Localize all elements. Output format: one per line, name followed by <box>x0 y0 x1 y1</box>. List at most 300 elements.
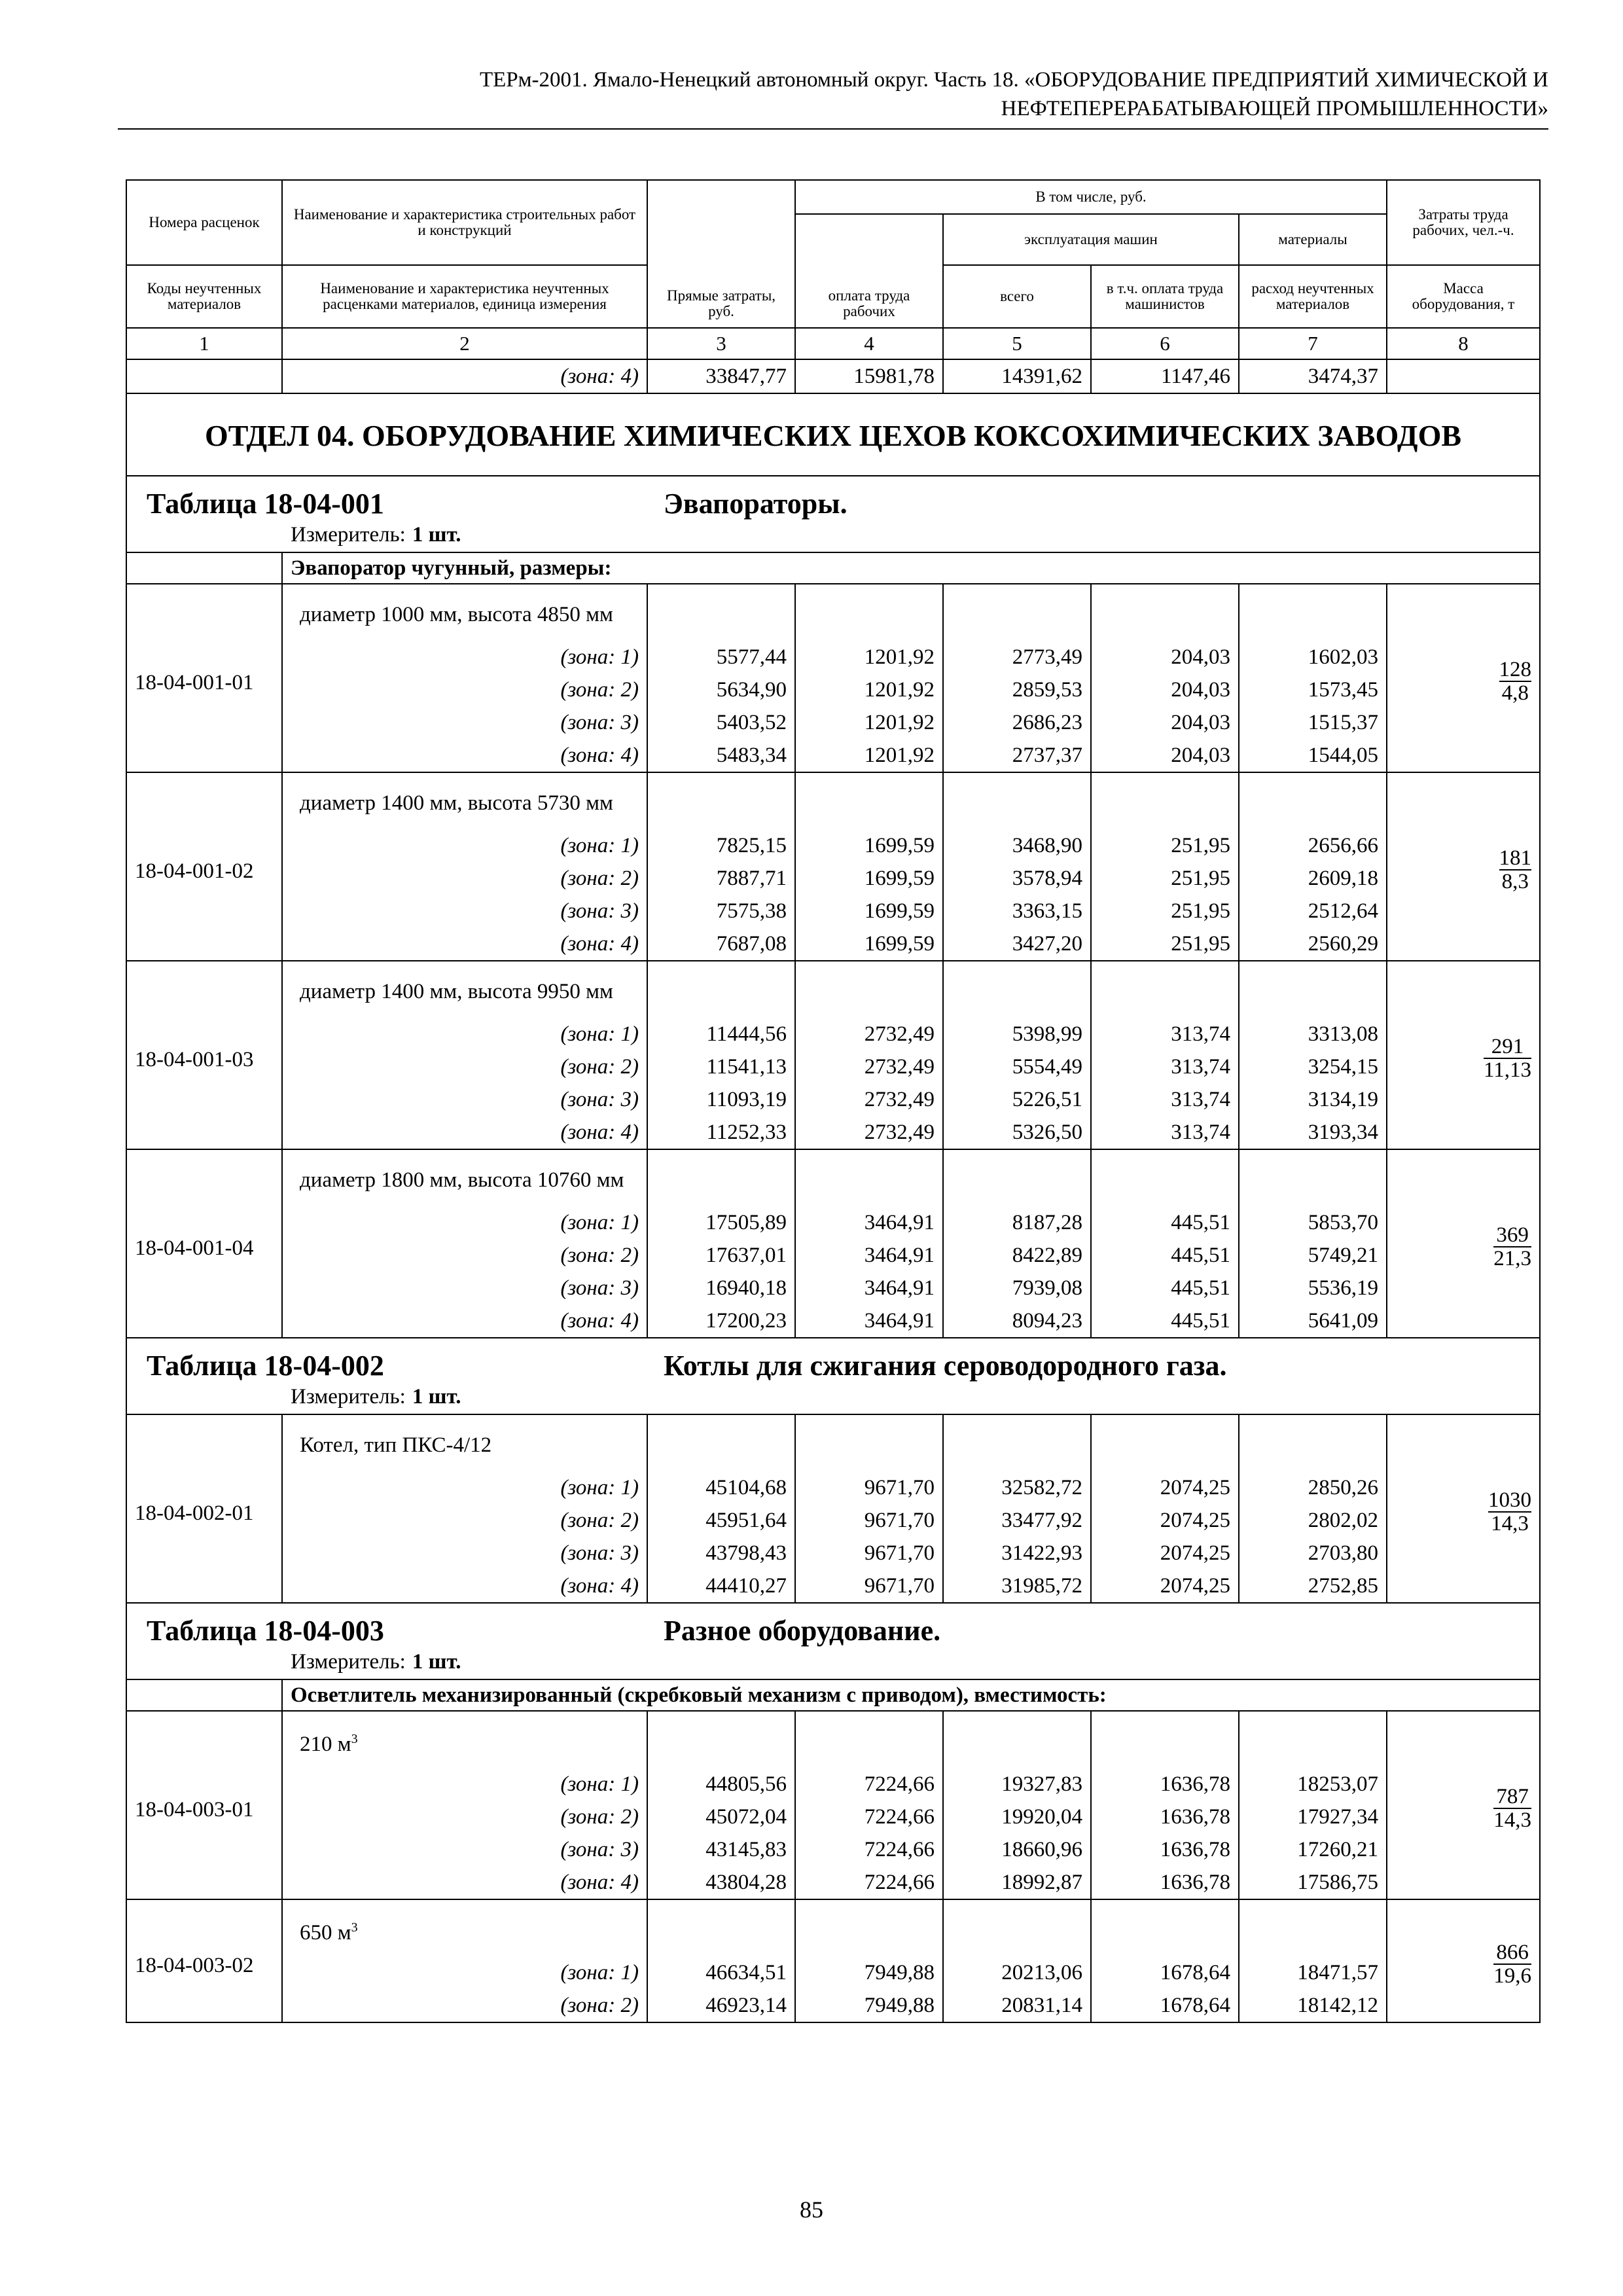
cell-machinist-wages: 445,51 <box>1091 1304 1239 1338</box>
zone-row <box>126 1018 1540 1050</box>
cell-materials: 2560,29 <box>1239 927 1387 961</box>
zone-row <box>126 1956 1540 1989</box>
empty-cell <box>1239 1899 1387 1956</box>
cell-direct: 45104,68 <box>647 1471 795 1504</box>
col-mat-codes: Коды неучтенных материалов <box>126 265 282 328</box>
cell-wages: 9671,70 <box>795 1504 943 1537</box>
cell-direct: 44805,56 <box>647 1768 795 1801</box>
cell-materials: 18253,07 <box>1239 1768 1387 1801</box>
empty-cell <box>1091 1711 1239 1768</box>
carry-row <box>126 359 1540 393</box>
cell-direct: 17505,89 <box>647 1206 795 1239</box>
cell-wages: 9671,70 <box>795 1471 943 1504</box>
cell-direct: 5403,52 <box>647 706 795 739</box>
labor-mass-fraction <box>1493 1224 1531 1270</box>
zone-row <box>126 829 1540 862</box>
equipment-mass: 21,3 <box>1493 1247 1532 1270</box>
empty-cell <box>795 1414 943 1471</box>
labor-mass <box>1387 1899 1540 2022</box>
cell-machine-total: 19327,83 <box>943 1768 1091 1801</box>
cell-materials: 3254,15 <box>1239 1050 1387 1083</box>
cell-wages: 1699,59 <box>795 895 943 927</box>
table-id: Таблица 18-04-002 <box>147 1350 384 1382</box>
labor-hours: 369 <box>1493 1224 1531 1247</box>
group-code-cell <box>126 1679 282 1711</box>
cell-machine-total: 32582,72 <box>943 1471 1091 1504</box>
cell-machine-total: 3468,90 <box>943 829 1091 862</box>
col-total: всего <box>943 265 1091 328</box>
cell-machinist-wages: 204,03 <box>1091 641 1239 673</box>
zone-row <box>126 1304 1540 1338</box>
cell-wages: 1201,92 <box>795 739 943 772</box>
rate-description <box>282 1414 647 1471</box>
cell-machinist-wages: 313,74 <box>1091 1018 1239 1050</box>
table-title: Котлы для сжигания сероводородного газа. <box>664 1350 1227 1382</box>
cell-machinist-wages: 1678,64 <box>1091 1956 1239 1989</box>
cell-machine-total: 2773,49 <box>943 641 1091 673</box>
column-numbers-row <box>126 328 1540 359</box>
empty-cell <box>1239 772 1387 829</box>
labor-mass-fraction <box>1499 658 1532 704</box>
cell-machine-total: 5554,49 <box>943 1050 1091 1083</box>
rate-code: 18-04-003-02 <box>126 1899 282 2022</box>
cell-materials: 1515,37 <box>1239 706 1387 739</box>
empty-cell <box>647 1149 795 1206</box>
cell-machine-total: 18660,96 <box>943 1833 1091 1866</box>
cell-machinist-wages: 445,51 <box>1091 1206 1239 1239</box>
cell-materials: 5641,09 <box>1239 1304 1387 1338</box>
empty-cell <box>647 1414 795 1471</box>
zone-row <box>126 1537 1540 1570</box>
cell-wages: 1201,92 <box>795 673 943 706</box>
col-incl: В том числе, руб. <box>795 180 1387 214</box>
empty-cell <box>943 1149 1091 1206</box>
cell-machinist-wages: 2074,25 <box>1091 1471 1239 1504</box>
zone-label: (зона: 4) <box>282 927 647 961</box>
rate-code: 18-04-003-01 <box>126 1711 282 1899</box>
equipment-mass: 19,6 <box>1493 1964 1532 1988</box>
col-num: 2 <box>282 328 647 359</box>
empty-cell <box>647 584 795 641</box>
rate-code: 18-04-001-02 <box>126 772 282 961</box>
cell-direct: 5577,44 <box>647 641 795 673</box>
cell-direct: 11541,13 <box>647 1050 795 1083</box>
unit-value: 1 шт. <box>412 1649 461 1674</box>
rate-description <box>282 772 647 829</box>
table-heading <box>126 1338 1540 1382</box>
zone-row <box>126 673 1540 706</box>
cell-materials: 3193,34 <box>1239 1116 1387 1149</box>
rate-description-text: диаметр 1400 мм, высота 5730 мм <box>300 791 613 815</box>
rates-table <box>126 179 1541 2023</box>
rate-description-text: диаметр 1800 мм, высота 10760 мм <box>300 1168 624 1192</box>
cell-machine-total: 5326,50 <box>943 1116 1091 1149</box>
cell-machinist-wages: 1636,78 <box>1091 1833 1239 1866</box>
cell-wages: 1201,92 <box>795 706 943 739</box>
cell-direct: 46923,14 <box>647 1989 795 2022</box>
cell-materials: 1573,45 <box>1239 673 1387 706</box>
labor-mass-fraction <box>1499 847 1532 893</box>
empty-cell <box>1239 584 1387 641</box>
zone-label: (зона: 4) <box>282 1570 647 1603</box>
cell-wages: 3464,91 <box>795 1206 943 1239</box>
cell-machinist-wages: 1636,78 <box>1091 1866 1239 1899</box>
equipment-mass: 4,8 <box>1501 681 1529 705</box>
equipment-mass: 11,13 <box>1483 1058 1532 1082</box>
labor-mass-fraction <box>1488 1489 1531 1535</box>
rate-item-row <box>126 1899 1540 1956</box>
col-machine: эксплуатация машин <box>943 214 1239 265</box>
cell-wages: 7224,66 <box>795 1768 943 1801</box>
cell-machine-total: 7939,08 <box>943 1272 1091 1304</box>
cell-direct: 7575,38 <box>647 895 795 927</box>
running-header <box>118 65 1548 130</box>
empty-cell <box>795 1899 943 1956</box>
rate-description <box>282 1899 647 1956</box>
rate-code: 18-04-001-01 <box>126 584 282 772</box>
table-heading <box>126 476 1540 520</box>
rate-description <box>282 584 647 641</box>
cell-wages: 3464,91 <box>795 1239 943 1272</box>
zone-label: (зона: 2) <box>282 1989 647 2022</box>
empty-cell <box>1091 961 1239 1018</box>
empty-cell <box>795 1711 943 1768</box>
cell-machine-total: 19920,04 <box>943 1801 1091 1833</box>
zone-row <box>126 1768 1540 1801</box>
equipment-mass: 14,3 <box>1493 1808 1532 1832</box>
empty-cell <box>795 1149 943 1206</box>
rate-description-text: 210 м <box>300 1732 351 1756</box>
cell-machine-total: 5226,51 <box>943 1083 1091 1116</box>
cell-direct: 46634,51 <box>647 1956 795 1989</box>
rate-description <box>282 1711 647 1768</box>
zone-label: (зона: 3) <box>282 1537 647 1570</box>
cell-machinist-wages: 445,51 <box>1091 1272 1239 1304</box>
cell-machine-total: 2737,37 <box>943 739 1091 772</box>
rate-item-row <box>126 1149 1540 1206</box>
cell-materials: 2512,64 <box>1239 895 1387 927</box>
cell-wages: 1201,92 <box>795 641 943 673</box>
header-line-1: ТЕРм-2001. Ямало-Ненецкий автономный округ. Часть 18. «ОБОРУДОВАНИЕ ПРЕДПРИЯТИЙ ХИМИЧЕСКОЙ И <box>479 68 1548 92</box>
cell-machine-total: 3578,94 <box>943 862 1091 895</box>
cell-direct: 43804,28 <box>647 1866 795 1899</box>
cell-machinist-wages: 445,51 <box>1091 1239 1239 1272</box>
empty-cell <box>647 961 795 1018</box>
cell-machinist-wages: 2074,25 <box>1091 1504 1239 1537</box>
zone-label: (зона: 3) <box>282 1833 647 1866</box>
page-number: 85 <box>800 2197 823 2223</box>
equipment-mass: 14,3 <box>1491 1512 1529 1535</box>
zone-row <box>126 641 1540 673</box>
unit-label: Измеритель: <box>291 1384 406 1408</box>
rate-item-row <box>126 961 1540 1018</box>
empty-cell <box>647 1711 795 1768</box>
cell-machinist-wages: 1678,64 <box>1091 1989 1239 2022</box>
cell-machinist-wages: 204,03 <box>1091 673 1239 706</box>
cell-wages: 7224,66 <box>795 1833 943 1866</box>
cell-wages: 7224,66 <box>795 1801 943 1833</box>
rate-description-text: 650 м <box>300 1921 351 1945</box>
labor-mass-fraction <box>1493 1785 1531 1831</box>
cell-machine-total: 31985,72 <box>943 1570 1091 1603</box>
cell-materials: 3134,19 <box>1239 1083 1387 1116</box>
col-num: 1 <box>126 328 282 359</box>
zone-row <box>126 1206 1540 1239</box>
cell-wages: 2732,49 <box>795 1018 943 1050</box>
labor-mass-fraction <box>1493 1941 1531 1987</box>
zone-row <box>126 1833 1540 1866</box>
cell-machine-total: 14391,62 <box>943 359 1091 393</box>
cell-machine-total: 18992,87 <box>943 1866 1091 1899</box>
zone-label: (зона: 2) <box>282 1050 647 1083</box>
zone-label: (зона: 1) <box>282 1768 647 1801</box>
empty-cell <box>943 772 1091 829</box>
cell-wages: 2732,49 <box>795 1083 943 1116</box>
cell-materials: 2802,02 <box>1239 1504 1387 1537</box>
cell-wages: 15981,78 <box>795 359 943 393</box>
col-mat-name: Наименование и характеристика неучтенных расценками материалов, единица измерения <box>282 265 647 328</box>
cell-wages: 2732,49 <box>795 1116 943 1149</box>
zone-label: (зона: 3) <box>282 706 647 739</box>
zone-label: (зона: 3) <box>282 1083 647 1116</box>
cell-direct: 11444,56 <box>647 1018 795 1050</box>
zone-row <box>126 1801 1540 1833</box>
cell-materials: 5749,21 <box>1239 1239 1387 1272</box>
labor-mass <box>1387 961 1540 1149</box>
table-title: Разное оборудование. <box>664 1615 941 1647</box>
zone-label: (зона: 3) <box>282 1272 647 1304</box>
cell-direct: 11093,19 <box>647 1083 795 1116</box>
col-name: Наименование и характеристика строительных работ и конструкций <box>282 180 647 265</box>
unit-superscript: 3 <box>351 1732 358 1746</box>
cell-machine-total: 31422,93 <box>943 1537 1091 1570</box>
cell-machinist-wages: 251,95 <box>1091 927 1239 961</box>
col-codes: Номера расценок <box>126 180 282 265</box>
cell-wages: 1699,59 <box>795 927 943 961</box>
header-line-2: НЕФТЕПЕРЕРАБАТЫВАЮЩЕЙ ПРОМЫШЛЕННОСТИ» <box>1001 97 1548 120</box>
cell-materials: 2850,26 <box>1239 1471 1387 1504</box>
table-heading <box>126 1603 1540 1647</box>
empty-cell <box>795 772 943 829</box>
cell-materials: 18471,57 <box>1239 1956 1387 1989</box>
cell-direct: 43145,83 <box>647 1833 795 1866</box>
empty-cell <box>943 1711 1091 1768</box>
zone-label: (зона: 2) <box>282 862 647 895</box>
cell-wages: 3464,91 <box>795 1272 943 1304</box>
empty-cell <box>1239 1711 1387 1768</box>
cell-direct: 33847,77 <box>647 359 795 393</box>
cell-direct: 17200,23 <box>647 1304 795 1338</box>
unit-row <box>126 1382 1540 1414</box>
cell-machine-total: 33477,92 <box>943 1504 1091 1537</box>
cell-direct: 43798,43 <box>647 1537 795 1570</box>
cell-machinist-wages: 204,03 <box>1091 739 1239 772</box>
zone-label: (зона: 4) <box>282 1304 647 1338</box>
zone-label: (зона: 4) <box>282 739 647 772</box>
cell-wages: 7224,66 <box>795 1866 943 1899</box>
zone-label: (зона: 4) <box>282 359 647 393</box>
zone-label: (зона: 1) <box>282 641 647 673</box>
equipment-mass: 8,3 <box>1501 870 1529 893</box>
cell-wages: 3464,91 <box>795 1304 943 1338</box>
empty-cell <box>795 961 943 1018</box>
labor-hours: 787 <box>1493 1785 1531 1809</box>
cell-machinist-wages: 251,95 <box>1091 829 1239 862</box>
zone-row <box>126 1570 1540 1603</box>
zone-label: (зона: 3) <box>282 895 647 927</box>
empty-cell <box>1091 1899 1239 1956</box>
rate-description-text: диаметр 1400 мм, высота 9950 мм <box>300 980 613 1003</box>
col-num: 8 <box>1387 328 1540 359</box>
cell-machine-total: 8422,89 <box>943 1239 1091 1272</box>
zone-label: (зона: 1) <box>282 829 647 862</box>
cell-machinist-wages: 251,95 <box>1091 862 1239 895</box>
cell-machine-total: 3427,20 <box>943 927 1091 961</box>
zone-label: (зона: 1) <box>282 1956 647 1989</box>
unit-superscript: 3 <box>351 1920 358 1935</box>
cell-wages: 7949,88 <box>795 1956 943 1989</box>
cell-machinist-wages: 1636,78 <box>1091 1801 1239 1833</box>
cell-materials: 3474,37 <box>1239 359 1387 393</box>
labor-mass <box>1387 1711 1540 1899</box>
cell-wages: 9671,70 <box>795 1537 943 1570</box>
zone-label: (зона: 1) <box>282 1018 647 1050</box>
labor-mass <box>1387 584 1540 772</box>
cell-wages: 1699,59 <box>795 829 943 862</box>
cell-wages: 9671,70 <box>795 1570 943 1603</box>
zone-row <box>126 1272 1540 1304</box>
col-mass: Масса оборудования, т <box>1387 265 1540 328</box>
zone-row <box>126 895 1540 927</box>
col-num: 7 <box>1239 328 1387 359</box>
section-title: ОТДЕЛ 04. ОБОРУДОВАНИЕ ХИМИЧЕСКИХ ЦЕХОВ КОКСОХИМИЧЕСКИХ ЗАВОДОВ <box>126 393 1540 476</box>
zone-label: (зона: 2) <box>282 1504 647 1537</box>
col-direct: Прямые затраты, руб. <box>647 180 795 328</box>
col-incl-wages: в т.ч. оплата труда машинистов <box>1091 265 1239 328</box>
cell-machinist-wages: 313,74 <box>1091 1050 1239 1083</box>
cell-machinist-wages: 313,74 <box>1091 1083 1239 1116</box>
unit-row <box>126 520 1540 552</box>
zone-label: (зона: 2) <box>282 673 647 706</box>
cell-materials: 2703,80 <box>1239 1537 1387 1570</box>
labor-mass <box>1387 1414 1540 1603</box>
col-wages: оплата труда рабочих <box>795 214 943 328</box>
labor-hours: 128 <box>1499 658 1532 681</box>
zone-row <box>126 1239 1540 1272</box>
cell-machine-total: 3363,15 <box>943 895 1091 927</box>
cell-machine-total: 8094,23 <box>943 1304 1091 1338</box>
zone-row <box>126 706 1540 739</box>
cell-direct: 7687,08 <box>647 927 795 961</box>
unit-value: 1 шт. <box>412 522 461 547</box>
cell-machinist-wages: 204,03 <box>1091 706 1239 739</box>
zone-row <box>126 1504 1540 1537</box>
labor-mass <box>1387 772 1540 961</box>
cell-direct: 7887,71 <box>647 862 795 895</box>
zone-row <box>126 927 1540 961</box>
zone-label: (зона: 1) <box>282 1471 647 1504</box>
cell-machine-total: 2859,53 <box>943 673 1091 706</box>
empty-cell <box>1239 1414 1387 1471</box>
cell-direct: 11252,33 <box>647 1116 795 1149</box>
cell-direct: 5634,90 <box>647 673 795 706</box>
labor-hours: 291 <box>1484 1035 1531 1059</box>
cell-materials: 2609,18 <box>1239 862 1387 895</box>
labor-mass <box>1387 1149 1540 1338</box>
rate-description <box>282 1149 647 1206</box>
cell-machinist-wages: 1636,78 <box>1091 1768 1239 1801</box>
cell-direct: 45072,04 <box>647 1801 795 1833</box>
col-labor: Затраты труда рабочих, чел.-ч. <box>1387 180 1540 265</box>
empty-cell <box>943 1899 1091 1956</box>
empty-cell <box>1091 584 1239 641</box>
zone-label: (зона: 4) <box>282 1116 647 1149</box>
table-title: Эвапораторы. <box>664 488 847 520</box>
cell-materials: 17927,34 <box>1239 1801 1387 1833</box>
empty-cell <box>647 1899 795 1956</box>
labor-hours: 181 <box>1499 846 1532 870</box>
table-id: Таблица 18-04-003 <box>147 1615 384 1647</box>
zone-row <box>126 1083 1540 1116</box>
rate-item-row <box>126 1711 1540 1768</box>
empty-cell <box>943 584 1091 641</box>
unit-label: Измеритель: <box>291 1649 406 1674</box>
rate-item-row <box>126 772 1540 829</box>
cell-machine-total: 2686,23 <box>943 706 1091 739</box>
labor-hours: 1030 <box>1488 1488 1532 1512</box>
empty-cell <box>795 584 943 641</box>
rate-description <box>282 961 647 1018</box>
rate-description-text: Котел, тип ПКС-4/12 <box>300 1433 492 1457</box>
rate-description-text: диаметр 1000 мм, высота 4850 мм <box>300 603 613 626</box>
cell-machinist-wages: 1147,46 <box>1091 359 1239 393</box>
col-num: 5 <box>943 328 1091 359</box>
cell-materials: 1602,03 <box>1239 641 1387 673</box>
empty-cell <box>1091 1414 1239 1471</box>
cell-materials: 5536,19 <box>1239 1272 1387 1304</box>
unit-value: 1 шт. <box>412 1384 461 1408</box>
group-code-cell <box>126 552 282 584</box>
zone-row <box>126 1116 1540 1149</box>
cell-direct: 45951,64 <box>647 1504 795 1537</box>
col-num: 6 <box>1091 328 1239 359</box>
unit-label: Измеритель: <box>291 522 406 547</box>
cell-materials: 18142,12 <box>1239 1989 1387 2022</box>
rate-item-row <box>126 1414 1540 1471</box>
cell-materials: 17260,21 <box>1239 1833 1387 1866</box>
cell-machinist-wages: 2074,25 <box>1091 1570 1239 1603</box>
zone-row <box>126 1050 1540 1083</box>
zone-row <box>126 1989 1540 2022</box>
cell-direct: 16940,18 <box>647 1272 795 1304</box>
empty-cell <box>1239 961 1387 1018</box>
zone-label: (зона: 4) <box>282 1866 647 1899</box>
cell-direct: 44410,27 <box>647 1570 795 1603</box>
zone-row <box>126 739 1540 772</box>
cell-materials: 2752,85 <box>1239 1570 1387 1603</box>
cell-machine-total: 20213,06 <box>943 1956 1091 1989</box>
col-consumption: расход неучтенных материалов <box>1239 265 1387 328</box>
zone-label: (зона: 2) <box>282 1801 647 1833</box>
cell-direct: 17637,01 <box>647 1239 795 1272</box>
cell-wages: 7949,88 <box>795 1989 943 2022</box>
cell-wages: 2732,49 <box>795 1050 943 1083</box>
col-num: 4 <box>795 328 943 359</box>
empty-cell <box>943 961 1091 1018</box>
rate-code: 18-04-001-03 <box>126 961 282 1149</box>
rate-item-row <box>126 584 1540 641</box>
cell-materials: 2656,66 <box>1239 829 1387 862</box>
